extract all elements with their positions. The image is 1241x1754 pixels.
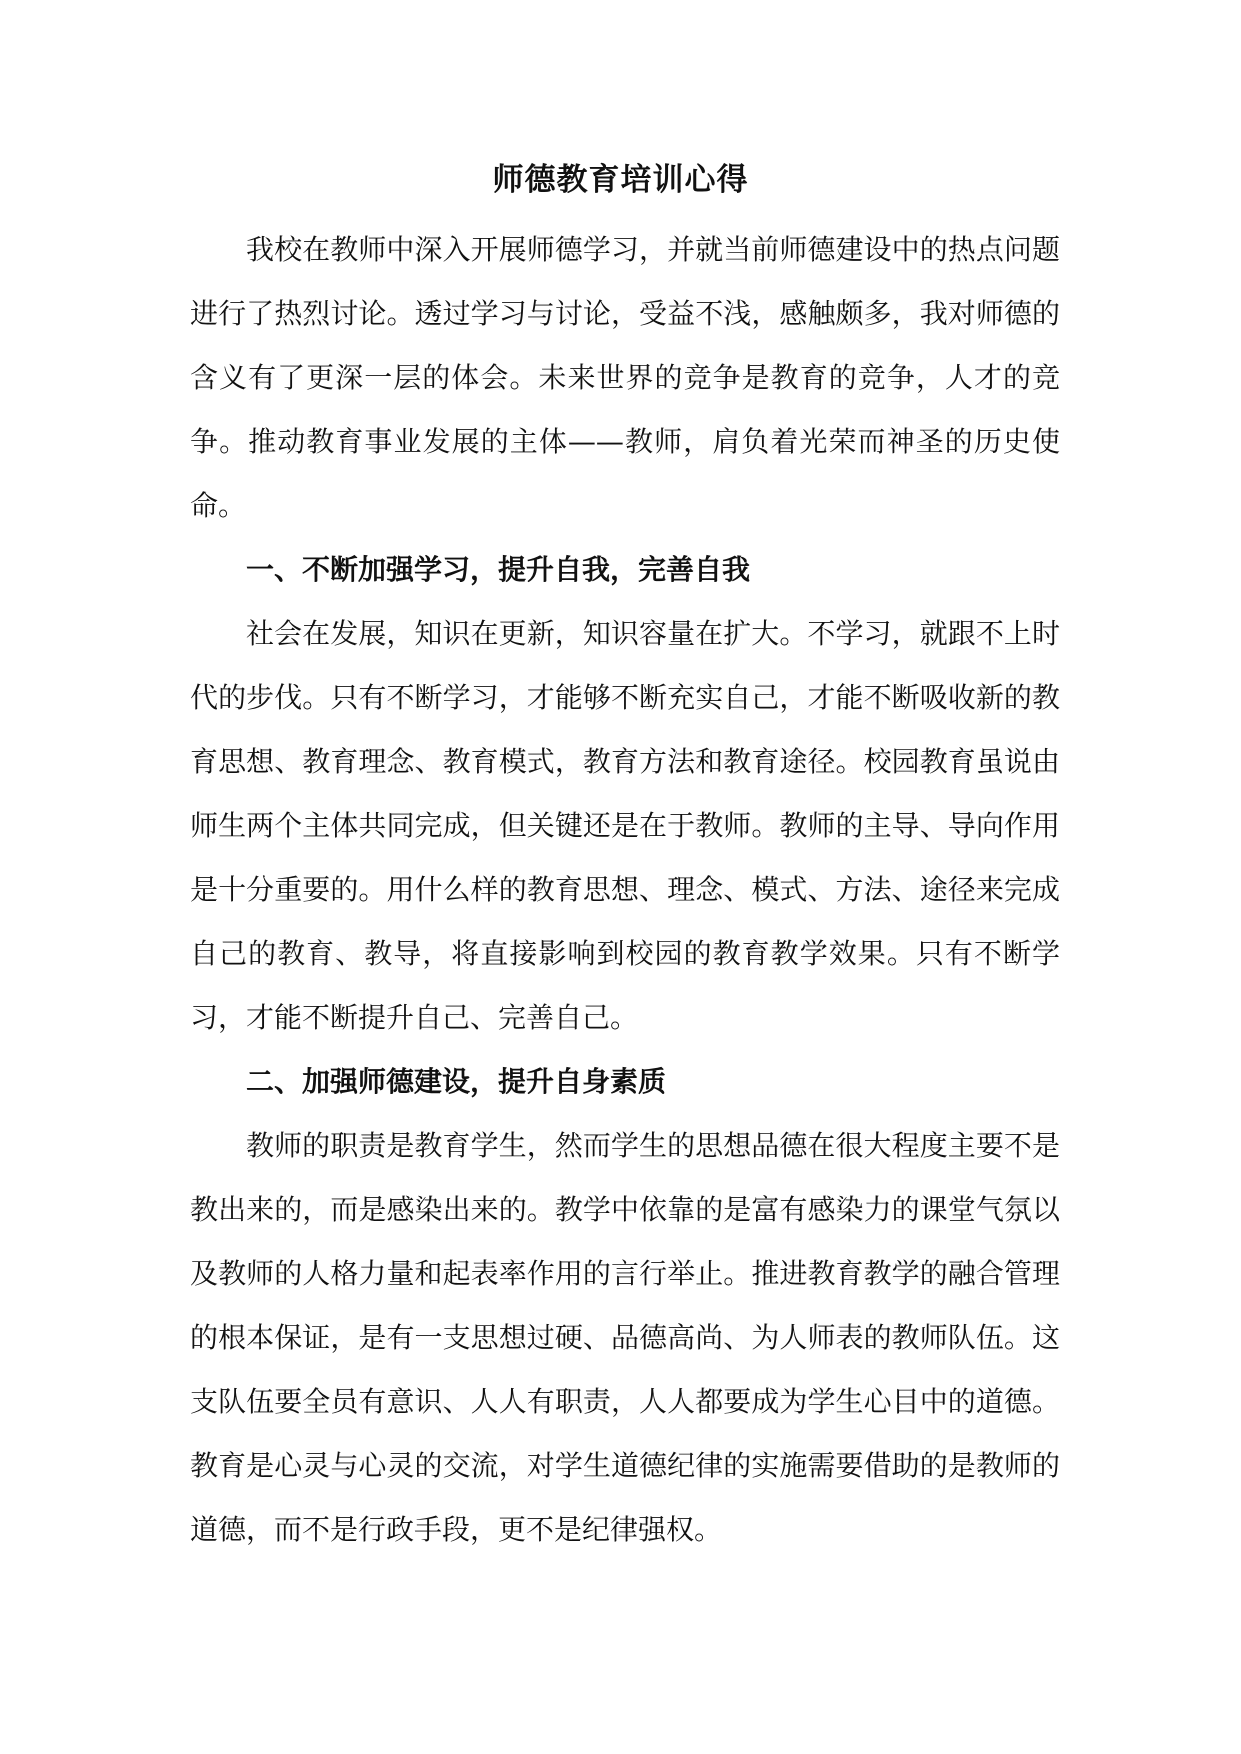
document-title: 师德教育培训心得 [492,162,749,198]
intro-paragraph: 我校在教师中深入开展师德学习，并就当前师德建设中的热点问题进行了热烈讨论。透过学习与讨论，受益不浅，感触颇多，我对师德的含义有了更深一层的体会。未来世界的竞争是教育的竞争，人才的竞争。推动教育事业发展的主体——教师，肩负着光荣而神圣的历史使命。 [190,233,1060,522]
section-2-heading: 二、加强师德建设，提升自身素质 [246,1065,667,1098]
document-body [190,218,1060,1562]
section-1-paragraph: 社会在发展，知识在更新，知识容量在扩大。不学习，就跟不上时代的步伐。只有不断学习，才能够不断充实自己，才能不断吸收新的教育思想、教育理念、教育模式，教育方法和教育途径。校园教育虽说由师生两个主体共同完成，但关键还是在于教师。教师的主导、导向作用是十分重要的。用什么样的教育思想、理念、模式、方法、途径来完成自己的教育、教导，将直接影响到校园的教育教学效果。只有不断学习，才能不断提升自己、完善自己。 [190,617,1060,1034]
section-2-paragraph: 教师的职责是教育学生，然而学生的思想品德在很大程度主要不是教出来的，而是感染出来的。教学中依靠的是富有感染力的课堂气氛以及教师的人格力量和起表率作用的言行举止。推进教育教学的融合管理的根本保证，是有一支思想过硬、品德高尚、为人师表的教师队伍。这支队伍要全员有意识、人人有职责，人人都要成为学生心目中的道德。教育是心灵与心灵的交流，对学生道德纪律的实施需要借助的是教师的道德，而不是行政手段，更不是纪律强权。 [190,1129,1060,1546]
section-1-heading: 一、不断加强学习，提升自我，完善自我 [246,553,751,586]
